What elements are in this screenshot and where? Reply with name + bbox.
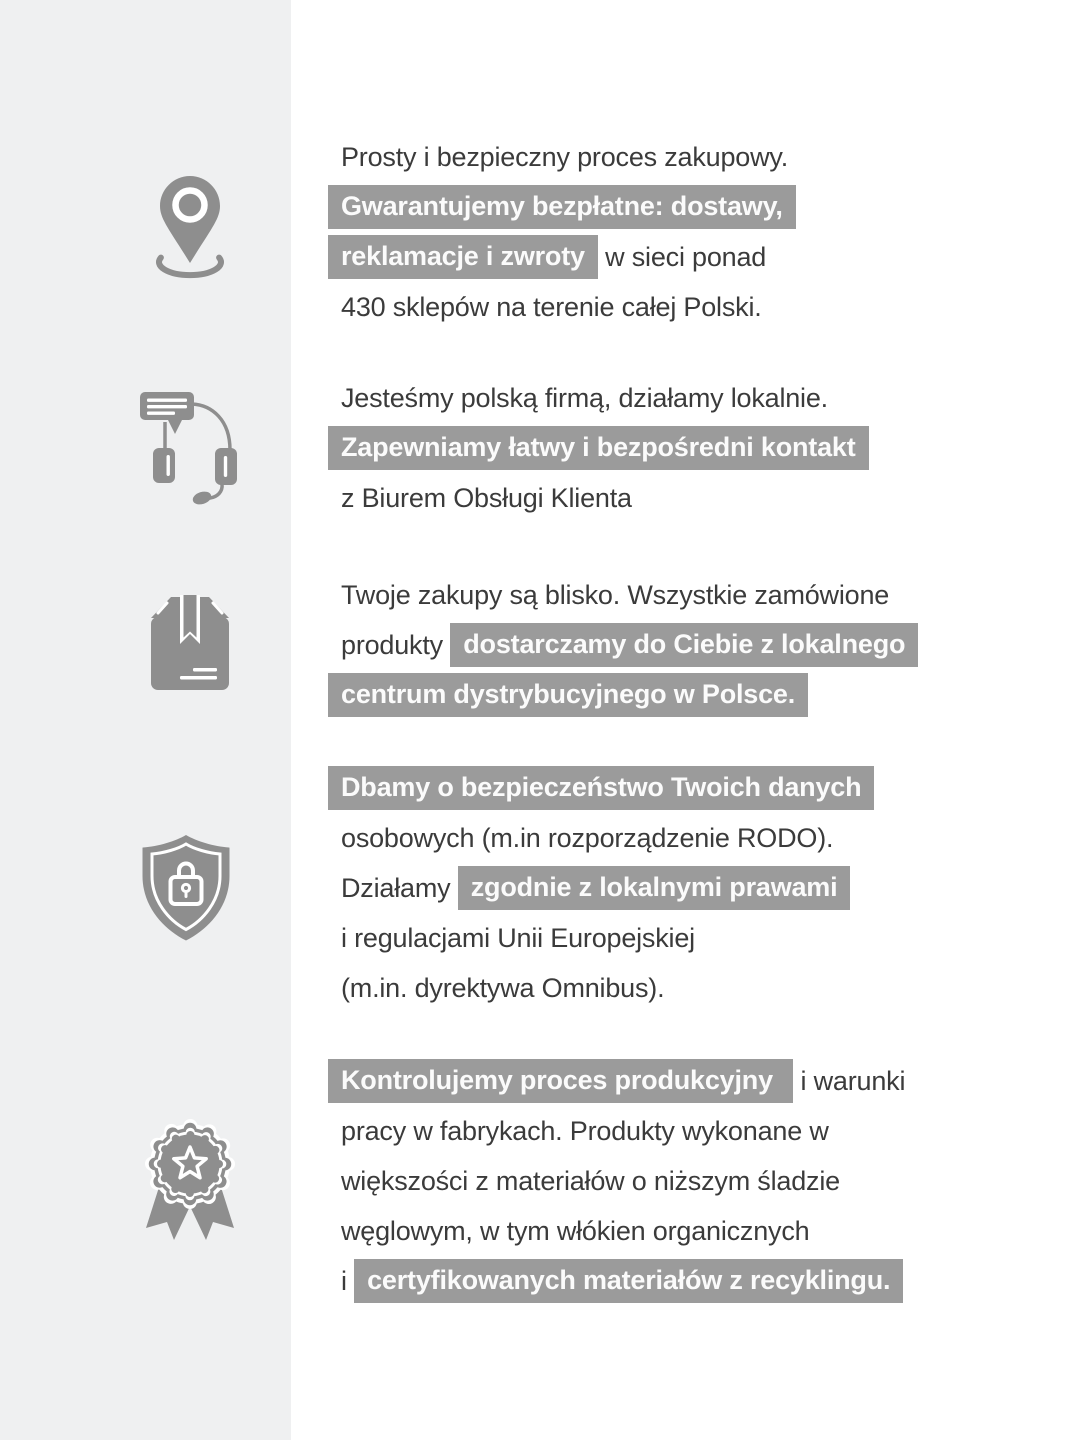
text-line: [328, 1106, 1072, 1156]
text-line: [328, 373, 1072, 423]
plain-text: 430 sklepów na terenie całej Polski.: [341, 291, 762, 322]
plain-text: pracy w fabrykach. Produkty wykonane w: [341, 1115, 829, 1146]
text-line: [328, 863, 1072, 913]
highlighted-text: dostarczamy do Ciebie z lokalnego: [450, 623, 918, 667]
plain-text: i regulacjami Unii Europejskiej: [341, 922, 695, 953]
text-line: [328, 913, 1072, 963]
text-line: [328, 232, 1072, 282]
highlighted-text: Kontrolujemy proces produkcyjny: [328, 1059, 793, 1103]
plain-text: z Biurem Obsługi Klienta: [341, 482, 632, 513]
text-line: [328, 620, 1072, 670]
plain-text: Działamy: [341, 872, 458, 903]
text-line: [328, 282, 1072, 332]
section-text: [328, 132, 1072, 332]
award-badge-icon: [136, 1116, 244, 1244]
text-line: [328, 670, 1072, 720]
plain-text: Jesteśmy polską firmą, działamy lokalnie.: [341, 382, 828, 413]
text-line: [328, 963, 1072, 1013]
text-line: [328, 423, 1072, 473]
text-line: [328, 763, 1072, 813]
plain-text: produkty: [341, 629, 451, 660]
plain-text: węglowym, w tym włókien organicznych: [341, 1215, 810, 1246]
highlighted-text: Gwarantujemy bezpłatne: dostawy,: [328, 185, 796, 229]
headset-chat-icon: [138, 388, 238, 510]
highlighted-text: zgodnie z lokalnymi prawami: [458, 866, 851, 910]
text-line: [328, 1206, 1072, 1256]
section-shopping-process: [328, 132, 1072, 332]
shield-lock-icon: [134, 832, 238, 944]
section-text: [328, 1056, 1072, 1306]
section-local-delivery: [328, 570, 1072, 720]
highlighted-text: certyfikowanych materiałów z recyklingu.: [354, 1259, 903, 1303]
plain-text: i warunki: [793, 1065, 906, 1096]
plain-text: i: [341, 1265, 355, 1296]
plain-text: (m.in. dyrektywa Omnibus).: [341, 972, 665, 1003]
text-line: [328, 473, 1072, 523]
plain-text: Twoje zakupy są blisko. Wszystkie zamówione: [341, 579, 890, 610]
plain-text: większości z materiałów o niższym śladzie: [341, 1165, 840, 1196]
text-line: [328, 1056, 1072, 1106]
text-line: [328, 182, 1072, 232]
highlighted-text: reklamacje i zwroty: [328, 235, 598, 279]
highlighted-text: Dbamy o bezpieczeństwo Twoich danych: [328, 766, 874, 810]
section-text: [328, 763, 1072, 1013]
plain-text: w sieci ponad: [597, 241, 767, 272]
text-line: [328, 1256, 1072, 1306]
section-text: [328, 570, 1072, 720]
text-line: [328, 813, 1072, 863]
location-pin-icon: [148, 170, 232, 280]
plain-text: Prosty i bezpieczny proces zakupowy.: [341, 141, 789, 172]
section-local-contact: [328, 373, 1072, 523]
plain-text: osobowych (m.in rozporządzenie RODO).: [341, 822, 834, 853]
text-line: [328, 132, 1072, 182]
text-line: [328, 570, 1072, 620]
highlighted-text: Zapewniamy łatwy i bezpośredni kontakt: [328, 426, 869, 470]
text-line: [328, 1156, 1072, 1206]
package-box-icon: [148, 590, 232, 692]
section-data-privacy: [328, 763, 1072, 1013]
highlighted-text: centrum dystrybucyjnego w Polsce.: [328, 673, 808, 717]
section-production-control: [328, 1056, 1072, 1306]
section-text: [328, 373, 1072, 523]
